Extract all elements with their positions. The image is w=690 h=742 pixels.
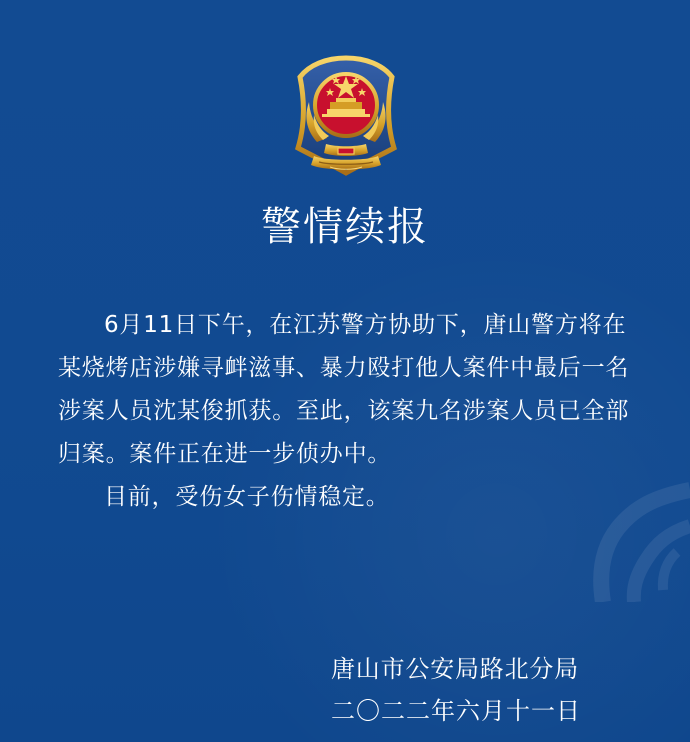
issue-date: 二〇二二年六月十一日 xyxy=(331,697,581,725)
police-emblem-icon xyxy=(282,52,410,182)
notice-paragraph: 目前，受伤女子伤情稳定。 xyxy=(104,484,390,510)
notice-title: 警情续报 xyxy=(261,204,429,250)
issuing-department: 唐山市公安局路北分局 xyxy=(331,655,579,683)
notice-paragraph: 6月11日下午，在江苏警方协助下，唐山警方将在某烧烤店涉嫌寻衅滋事、暴力殴打他人案件中最后一名涉案人员沈某俊抓获。至此，该案九名涉案人员已全部归案。案件正在进一步侦办中。 xyxy=(58,312,630,467)
notice-body xyxy=(58,304,643,519)
signoff-block xyxy=(331,648,631,732)
